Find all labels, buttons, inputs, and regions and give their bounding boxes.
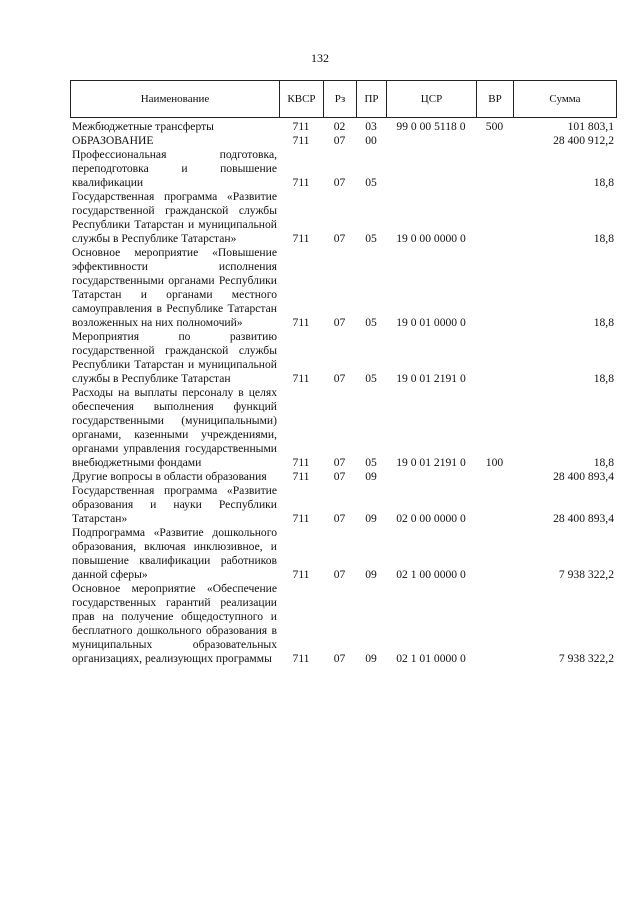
row-rz: 07 bbox=[333, 232, 346, 245]
row-name: Другие вопросы в области образования bbox=[72, 470, 267, 483]
row-rz: 07 bbox=[333, 316, 346, 329]
row-csr: 19 0 01 2191 0 bbox=[396, 372, 466, 385]
row-sum: 18,8 bbox=[593, 456, 614, 469]
row-sum: 18,8 bbox=[593, 232, 614, 245]
row-kvsr: 711 bbox=[292, 652, 310, 665]
row-sum: 28 400 893,4 bbox=[553, 512, 614, 525]
column-header-name: Наименование bbox=[71, 81, 280, 118]
row-sum: 7 938 322,2 bbox=[558, 652, 614, 665]
row-sum: 101 803,1 bbox=[567, 120, 614, 133]
row-name: Основное мероприятие «Повышение эффективности исполнения государственными органами Республики Татарстан и органами местного самоуправления в Республике Татарстан возложенных на них полномочий» bbox=[72, 246, 277, 329]
row-sum: 7 938 322,2 bbox=[558, 568, 614, 581]
row-pr: 09 bbox=[365, 652, 377, 665]
row-rz: 07 bbox=[333, 456, 346, 469]
table-row bbox=[70, 120, 616, 134]
row-rz: 07 bbox=[333, 512, 346, 525]
row-name: Межбюджетные трансферты bbox=[72, 120, 214, 133]
row-vr: 500 bbox=[485, 120, 504, 133]
row-name: Мероприятия по развитию государственной гражданской службы Республики Татарстан и муниципальной службы в Республике Татарстан bbox=[72, 330, 277, 385]
row-sum: 18,8 bbox=[593, 372, 614, 385]
row-kvsr: 711 bbox=[292, 120, 310, 133]
row-csr: 02 1 01 0000 0 bbox=[396, 652, 466, 665]
row-name: ОБРАЗОВАНИЕ bbox=[72, 134, 154, 147]
row-sum: 18,8 bbox=[593, 176, 614, 189]
row-kvsr: 711 bbox=[292, 470, 310, 483]
row-pr: 05 bbox=[365, 456, 377, 469]
row-vr bbox=[476, 484, 513, 526]
row-pr: 05 bbox=[365, 232, 377, 245]
row-pr: 09 bbox=[365, 568, 377, 581]
table-row bbox=[70, 582, 616, 666]
row-vr bbox=[476, 526, 513, 582]
row-sum: 28 400 912,2 bbox=[553, 134, 614, 147]
row-vr bbox=[476, 134, 513, 148]
row-name: Подпрограмма «Развитие дошкольного образования, включая инклюзивное, и повышение квалификации работников данной сферы» bbox=[72, 526, 277, 581]
row-csr: 02 0 00 0000 0 bbox=[396, 512, 466, 525]
row-csr bbox=[386, 470, 476, 484]
row-pr: 00 bbox=[365, 134, 377, 147]
table-row bbox=[70, 526, 616, 582]
row-vr bbox=[476, 148, 513, 190]
row-kvsr: 711 bbox=[292, 456, 310, 469]
row-csr: 02 1 00 0000 0 bbox=[396, 568, 466, 581]
page-number: 132 bbox=[311, 51, 329, 65]
row-vr bbox=[476, 190, 513, 246]
row-kvsr: 711 bbox=[292, 134, 310, 147]
row-csr: 19 0 01 0000 0 bbox=[396, 316, 466, 329]
column-header-pr: ПР bbox=[357, 81, 387, 118]
budget-table bbox=[70, 120, 616, 666]
column-header-kvsr: КВСР bbox=[280, 81, 324, 118]
row-vr: 100 bbox=[485, 456, 504, 469]
row-pr: 05 bbox=[365, 372, 377, 385]
row-csr bbox=[386, 148, 476, 190]
column-header-sum: Сумма bbox=[514, 81, 617, 118]
row-pr: 05 bbox=[365, 176, 377, 189]
row-sum: 28 400 893,4 bbox=[553, 470, 614, 483]
table-row bbox=[70, 386, 616, 470]
table-row bbox=[70, 148, 616, 190]
column-header-csr: ЦСР bbox=[387, 81, 477, 118]
row-rz: 07 bbox=[333, 176, 346, 189]
row-rz: 07 bbox=[333, 568, 346, 581]
row-kvsr: 711 bbox=[292, 232, 310, 245]
row-name: Профессиональная подготовка, переподготовка и повышение квалификации bbox=[72, 148, 277, 189]
row-csr: 19 0 00 0000 0 bbox=[396, 232, 466, 245]
row-pr: 09 bbox=[365, 512, 377, 525]
column-header-vr: ВР bbox=[477, 81, 514, 118]
row-pr: 05 bbox=[365, 316, 377, 329]
row-pr: 09 bbox=[365, 470, 377, 483]
row-vr bbox=[476, 246, 513, 330]
column-header-rz: Рз bbox=[324, 81, 357, 118]
table-row bbox=[70, 470, 616, 484]
row-csr bbox=[386, 134, 476, 148]
row-name: Основное мероприятие «Обеспечение государственных гарантий реализации прав на получение общедоступного и бесплатного дошкольного образования в муниципальных образовательных организациях, реализующих программы bbox=[72, 582, 277, 665]
table-header bbox=[70, 80, 617, 118]
row-rz: 07 bbox=[333, 652, 346, 665]
row-rz: 07 bbox=[333, 372, 346, 385]
row-csr: 99 0 00 5118 0 bbox=[396, 120, 466, 133]
row-rz: 02 bbox=[333, 120, 346, 133]
row-vr bbox=[476, 582, 513, 666]
table-row bbox=[70, 330, 616, 386]
row-vr bbox=[476, 330, 513, 386]
row-rz: 07 bbox=[333, 134, 346, 147]
row-kvsr: 711 bbox=[292, 316, 310, 329]
row-name: Расходы на выплаты персоналу в целях обеспечения выполнения функций государственными (муниципальными) органами, казенными учреждениями, органами управления государственными внебюджетными фондами bbox=[72, 386, 277, 469]
row-csr: 19 0 01 2191 0 bbox=[396, 456, 466, 469]
table-row bbox=[70, 484, 616, 526]
table-row bbox=[70, 134, 616, 148]
row-kvsr: 711 bbox=[292, 176, 310, 189]
table-row bbox=[70, 246, 616, 330]
row-kvsr: 711 bbox=[292, 372, 310, 385]
row-vr bbox=[476, 470, 513, 484]
row-name: Государственная программа «Развитие образования и науки Республики Татарстан» bbox=[72, 484, 277, 525]
row-sum: 18,8 bbox=[593, 316, 614, 329]
row-rz: 07 bbox=[333, 470, 346, 483]
row-name: Государственная программа «Развитие государственной гражданской службы Республики Татарстан и муниципальной службы в Республике Татарстан» bbox=[72, 190, 277, 245]
row-pr: 03 bbox=[365, 120, 377, 133]
row-kvsr: 711 bbox=[292, 512, 310, 525]
table-row bbox=[70, 190, 616, 246]
row-kvsr: 711 bbox=[292, 568, 310, 581]
